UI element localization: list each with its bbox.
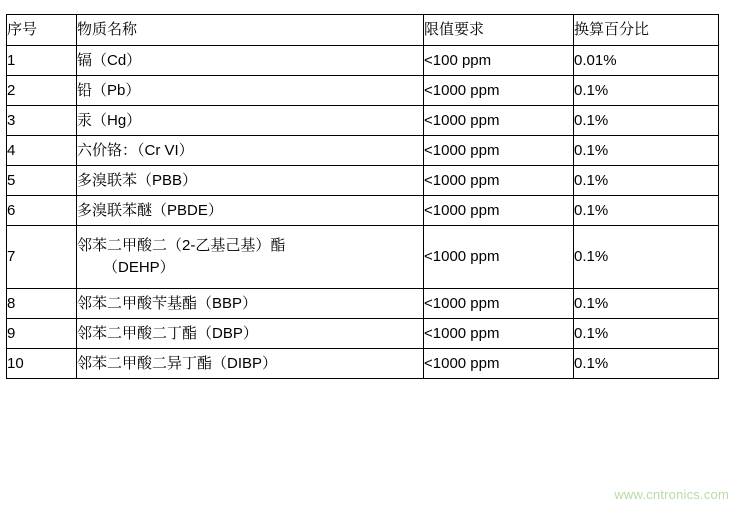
column-header-limit: 限值要求 [424, 15, 574, 46]
table-row [7, 106, 719, 136]
cell-percent: 0.1% [574, 196, 719, 226]
substance-limits-table-container [6, 14, 718, 379]
cell-name-line1: 邻苯二甲酸二（2-乙基己基）酯 [77, 237, 286, 254]
column-header-name: 物质名称 [77, 15, 424, 46]
cell-limit: <1000 ppm [424, 166, 574, 196]
cell-limit: <1000 ppm [424, 136, 574, 166]
column-header-index: 序号 [7, 15, 77, 46]
cell-percent: 0.1% [574, 226, 719, 289]
substance-limits-table [6, 14, 719, 379]
cell-name: 铅（Pb） [77, 76, 424, 106]
cell-percent: 0.1% [574, 76, 719, 106]
cell-percent: 0.1% [574, 319, 719, 349]
table-row [7, 319, 719, 349]
cell-limit: <1000 ppm [424, 196, 574, 226]
cell-name: 汞（Hg） [77, 106, 424, 136]
table-row [7, 226, 719, 289]
cell-limit: <1000 ppm [424, 226, 574, 289]
cell-limit: <1000 ppm [424, 289, 574, 319]
cell-limit: <100 ppm [424, 46, 574, 76]
cell-limit: <1000 ppm [424, 106, 574, 136]
cell-name: 邻苯二甲酸二异丁酯（DIBP） [77, 349, 424, 379]
cell-percent: 0.01% [574, 46, 719, 76]
cell-index: 3 [7, 106, 77, 136]
table-row [7, 76, 719, 106]
cell-index: 4 [7, 136, 77, 166]
table-header-row [7, 15, 719, 46]
cell-limit: <1000 ppm [424, 349, 574, 379]
table-body [7, 15, 719, 379]
cell-name: 多溴联苯（PBB） [77, 166, 424, 196]
table-row [7, 289, 719, 319]
cell-name: 多溴联苯醚（PBDE） [77, 196, 424, 226]
cell-index: 1 [7, 46, 77, 76]
cell-index: 7 [7, 226, 77, 289]
cell-name: 邻苯二甲酸苄基酯（BBP） [77, 289, 424, 319]
table-row [7, 196, 719, 226]
table-row [7, 136, 719, 166]
column-header-percent: 换算百分比 [574, 15, 719, 46]
cell-limit: <1000 ppm [424, 319, 574, 349]
cell-name-line2: （DEHP） [103, 259, 175, 276]
cell-name: 镉（Cd） [77, 46, 424, 76]
cell-index: 6 [7, 196, 77, 226]
cell-percent: 0.1% [574, 106, 719, 136]
table-row [7, 349, 719, 379]
cell-limit: <1000 ppm [424, 76, 574, 106]
cell-index: 5 [7, 166, 77, 196]
cell-index: 10 [7, 349, 77, 379]
table-row [7, 46, 719, 76]
site-watermark: www.cntronics.com [614, 487, 729, 502]
cell-index: 2 [7, 76, 77, 106]
cell-percent: 0.1% [574, 136, 719, 166]
cell-index: 9 [7, 319, 77, 349]
cell-name: 六价铬：（Cr VI） [77, 136, 424, 166]
cell-index: 8 [7, 289, 77, 319]
cell-name: 邻苯二甲酸二丁酯（DBP） [77, 319, 424, 349]
cell-percent: 0.1% [574, 166, 719, 196]
cell-name [77, 226, 424, 289]
cell-percent: 0.1% [574, 349, 719, 379]
table-row [7, 166, 719, 196]
cell-percent: 0.1% [574, 289, 719, 319]
